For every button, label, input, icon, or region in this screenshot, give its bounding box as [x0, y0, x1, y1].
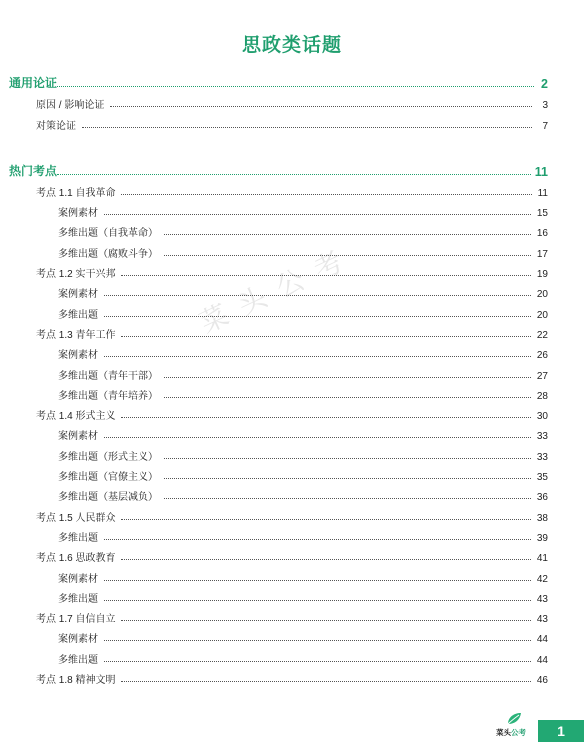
dot-leader: [121, 336, 530, 337]
dot-leader: [57, 174, 531, 175]
toc-page-number: 11: [537, 187, 548, 199]
toc-entry-label: 原因 / 影响论证: [36, 100, 105, 112]
toc-topic-entry[interactable]: [9, 544, 548, 564]
toc-subentry[interactable]: [9, 645, 548, 665]
toc-subentry[interactable]: [9, 625, 548, 645]
toc-page-number: 42: [536, 573, 548, 585]
toc-page-number: 20: [536, 289, 548, 301]
toc-entry-label: 考点 1.4 形式主义: [36, 411, 116, 423]
dot-leader: [104, 295, 531, 296]
toc-entry-label: 考点 1.7 自信自立: [36, 614, 116, 626]
toc-page-number: 44: [536, 654, 548, 666]
dot-leader: [104, 356, 531, 357]
toc-page-number: 36: [536, 492, 548, 504]
toc-entry-label: 多维出题（青年干部）: [58, 370, 158, 382]
toc-topic-entry[interactable]: [9, 503, 548, 523]
dot-leader: [121, 559, 530, 560]
toc-entry-label: 多维出题（青年培养）: [58, 390, 158, 402]
toc-entry-label: 多维出题: [58, 309, 98, 321]
toc-page-number: 19: [536, 269, 548, 281]
toc-section-title: 热门考点: [9, 163, 58, 178]
dot-leader: [164, 377, 531, 378]
toc-entry-label: 考点 1.1 自我革命: [36, 187, 116, 199]
toc-entry-label: 多维出题（自我革命）: [58, 228, 158, 240]
toc-page-number: 20: [536, 309, 548, 321]
toc-page-number: 27: [536, 370, 548, 382]
dot-leader: [121, 194, 531, 195]
page-title: 思政类话题: [241, 35, 342, 56]
toc-page-number: 33: [536, 431, 548, 443]
dot-leader: [121, 417, 530, 418]
toc-page-number: 33: [536, 451, 548, 463]
toc-entry-label: 多维出题（官僚主义）: [58, 472, 158, 484]
toc-page-number: 43: [536, 593, 548, 605]
toc-topic-entry[interactable]: [9, 402, 548, 422]
toc-section-general[interactable]: [9, 71, 548, 91]
toc-topic-entry[interactable]: [9, 666, 548, 686]
dot-leader: [104, 316, 531, 317]
toc-section-title: 通用论证: [9, 76, 58, 90]
toc-subentry[interactable]: [9, 422, 548, 442]
toc-entry-label: 考点 1.6 思政教育: [36, 553, 116, 565]
toc-entry-label: 多维出题: [58, 593, 98, 605]
toc-subentry[interactable]: [9, 483, 548, 503]
toc-page-number: 3: [542, 100, 548, 112]
toc-page-number: 11: [534, 164, 548, 179]
table-of-contents: [9, 71, 548, 686]
dot-leader: [104, 640, 531, 641]
toc-entry-label: 考点 1.5 人民群众: [36, 512, 116, 524]
toc-page-number: 35: [536, 472, 548, 484]
toc-section-hot-topics[interactable]: [9, 159, 548, 179]
toc-subentry[interactable]: [9, 239, 548, 259]
toc-entry-label: 案例素材: [58, 573, 98, 585]
leaf-icon: [506, 712, 522, 726]
toc-page-number: 39: [536, 532, 548, 544]
toc-entry[interactable]: [9, 91, 548, 111]
dot-leader: [164, 397, 531, 398]
toc-entry-label: 多维出题: [58, 654, 98, 666]
toc-page-number: 26: [536, 350, 548, 362]
toc-subentry[interactable]: [9, 524, 548, 544]
toc-entry-label: 案例素材: [58, 289, 98, 301]
toc-page-number: 15: [536, 208, 548, 220]
dot-leader: [57, 86, 534, 87]
toc-subentry[interactable]: [9, 564, 548, 584]
toc-page-number: 46: [536, 675, 548, 687]
dot-leader: [164, 234, 531, 235]
toc-page-number: 17: [536, 248, 548, 260]
dot-leader: [164, 458, 531, 459]
toc-entry-label: 考点 1.2 实干兴邦: [36, 269, 116, 281]
toc-subentry[interactable]: [9, 442, 548, 462]
toc-subentry[interactable]: [9, 382, 548, 402]
toc-entry-label: 多维出题: [58, 532, 98, 544]
page-number-badge: 1: [538, 720, 584, 742]
toc-entry-label: 对策论证: [36, 120, 76, 132]
dot-leader: [164, 498, 531, 499]
toc-subentry[interactable]: [9, 219, 548, 239]
toc-subentry[interactable]: [9, 341, 548, 361]
dot-leader: [104, 214, 531, 215]
toc-page-number: 7: [542, 120, 548, 132]
dot-leader: [164, 478, 531, 479]
dot-leader: [110, 106, 532, 107]
dot-leader: [104, 539, 531, 540]
toc-topic-entry[interactable]: [9, 179, 548, 199]
toc-page-number: 41: [536, 553, 548, 565]
toc-entry-label: 考点 1.8 精神文明: [36, 675, 116, 687]
toc-page-number: 16: [536, 228, 548, 240]
toc-subentry[interactable]: [9, 280, 548, 300]
toc-entry-label: 多维出题（形式主义）: [58, 451, 158, 463]
toc-entry-label: 多维出题（腐败斗争）: [58, 248, 158, 260]
toc-entry-label: 考点 1.3 青年工作: [36, 329, 116, 341]
toc-page-number: 22: [536, 329, 548, 341]
dot-leader: [104, 437, 531, 438]
toc-topic-entry[interactable]: [9, 321, 548, 341]
toc-page-number: 2: [541, 77, 548, 91]
watermark: 菜头公考: [194, 238, 361, 340]
toc-entry[interactable]: [9, 111, 548, 131]
toc-subentry[interactable]: [9, 300, 548, 320]
toc-entry-label: 多维出题（基层减负）: [58, 492, 158, 504]
brand-text: 菜头公考: [496, 728, 526, 737]
dot-leader: [104, 580, 531, 581]
toc-entry-label: 案例素材: [58, 431, 98, 443]
toc-page-number: 44: [536, 634, 548, 646]
dot-leader: [164, 255, 531, 256]
dot-leader: [121, 275, 530, 276]
toc-page-number: 38: [536, 512, 548, 524]
dot-leader: [82, 127, 532, 128]
toc-topic-entry[interactable]: [9, 260, 548, 280]
toc-subentry[interactable]: [9, 585, 548, 605]
dot-leader: [121, 681, 530, 682]
toc-subentry[interactable]: [9, 463, 548, 483]
dot-leader: [121, 620, 530, 621]
toc-entry-label: 案例素材: [58, 208, 98, 220]
toc-subentry[interactable]: [9, 361, 548, 381]
toc-subentry[interactable]: [9, 199, 548, 219]
brand-logo: [496, 712, 530, 740]
toc-page-number: 28: [536, 390, 548, 402]
toc-topic-entry[interactable]: [9, 605, 548, 625]
dot-leader: [104, 661, 531, 662]
toc-entry-label: 案例素材: [58, 350, 98, 362]
toc-page-number: 30: [536, 411, 548, 423]
dot-leader: [121, 519, 530, 520]
toc-entry-label: 案例素材: [58, 634, 98, 646]
toc-page-number: 43: [536, 614, 548, 626]
dot-leader: [104, 600, 531, 601]
